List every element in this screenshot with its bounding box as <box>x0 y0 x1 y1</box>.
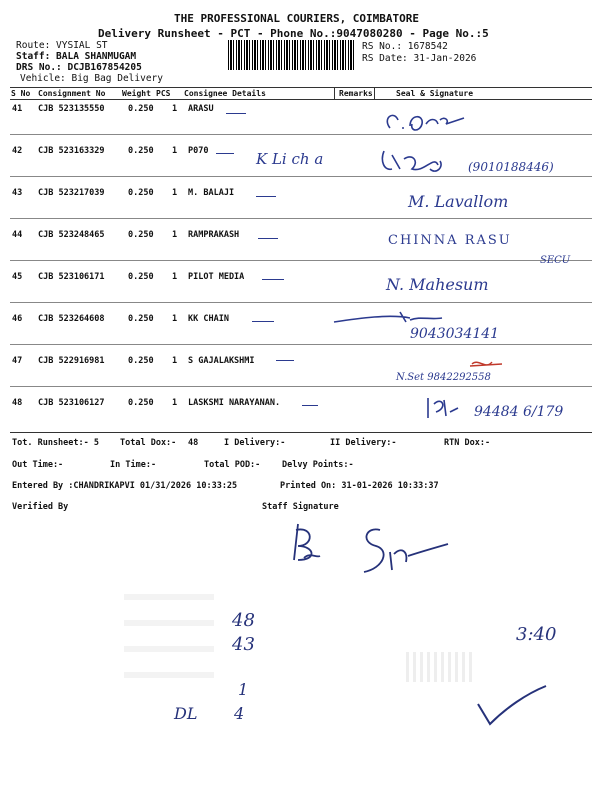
signature-row-46 <box>330 308 450 328</box>
row-consignee: P070 <box>188 146 209 156</box>
col-weight: Weight <box>122 89 151 98</box>
vehicle: Vehicle: Big Bag Delivery <box>20 73 163 84</box>
row-sno: 43 <box>12 188 23 198</box>
ii-delivery: II Delivery:- <box>330 438 397 448</box>
row-44-tag: SECU <box>540 255 571 266</box>
row-weight: 0.250 <box>128 356 154 366</box>
row-pcs: 1 <box>172 146 178 156</box>
staff-signature-label: Staff Signature <box>262 502 339 512</box>
row-sno: 41 <box>12 104 23 114</box>
row-consignment: CJB 523106127 <box>38 398 105 408</box>
col-remarks: Remarks <box>339 89 373 98</box>
entered-by: Entered By :CHANDRIKAPVI 01/31/2026 10:33:25 <box>12 481 238 491</box>
rs-date: RS Date: 31-Jan-2026 <box>362 53 477 64</box>
delvy-points: Delvy Points:- <box>282 460 354 470</box>
row-pcs: 1 <box>172 104 178 114</box>
rtn-dox: RTN Dox:- <box>444 438 491 448</box>
remarks-divider-left <box>334 87 335 99</box>
tot-runsheet: Tot. Runsheet:- 5 <box>12 438 99 448</box>
pen-dash <box>276 360 294 361</box>
row-pcs: 1 <box>172 188 178 198</box>
tally-43: 43 <box>232 634 255 655</box>
row-pcs: 1 <box>172 314 178 324</box>
row-consignment: CJB 523163329 <box>38 146 105 156</box>
row-sno: 46 <box>12 314 23 324</box>
row-46-phone: 9043034141 <box>410 326 500 342</box>
table-header-border <box>10 99 592 100</box>
staff-signature-mark-1 <box>284 520 324 570</box>
pen-dash <box>252 321 274 322</box>
tally-4: 4 <box>234 704 245 723</box>
faint-stamp-right <box>406 652 476 682</box>
row-sno: 47 <box>12 356 23 366</box>
row-weight: 0.250 <box>128 398 154 408</box>
row-consignee: ARASU <box>188 104 214 114</box>
col-consignment: Consignment No <box>38 89 106 98</box>
row-45-signature: N. Mahesum <box>386 275 489 294</box>
row-43-signature: M. Lavallom <box>408 192 509 211</box>
pen-dash <box>302 405 318 406</box>
total-dox-label: Total Dox:- <box>120 438 177 448</box>
row-weight: 0.250 <box>128 272 154 282</box>
row-44-signature: CHINNA RASU <box>388 233 512 248</box>
verified-by: Verified By <box>12 502 69 512</box>
col-consignee: Consignee Details <box>184 89 266 98</box>
signature-row-42 <box>378 145 458 177</box>
faint-stamp <box>124 588 214 678</box>
row-48-note: 94484 6/179 <box>474 404 564 420</box>
row-sno: 45 <box>12 272 23 282</box>
pen-dash <box>262 279 284 280</box>
row-consignee: LASKSMI NARAYANAN. <box>188 398 281 408</box>
row-pcs: 1 <box>172 356 178 366</box>
row-consignee: M. BALAJI <box>188 188 235 198</box>
col-sno: S No <box>11 89 31 98</box>
tally-48: 48 <box>232 610 255 631</box>
total-dox-value: 48 <box>188 438 199 448</box>
row-sno: 42 <box>12 146 23 156</box>
row-sno: 48 <box>12 398 23 408</box>
row-consignment: CJB 523135550 <box>38 104 105 114</box>
row-consignment: CJB 523217039 <box>38 188 105 198</box>
col-seal: Seal & Signature <box>396 89 474 98</box>
company-name: THE PROFESSIONAL COURIERS, COIMBATORE <box>174 12 420 25</box>
signature-row-48 <box>422 394 462 422</box>
row-pcs: 1 <box>172 272 178 282</box>
printed-on: Printed On: 31-01-2026 10:33:37 <box>280 481 439 491</box>
row-consignee: RAMPRAKASH <box>188 230 240 240</box>
handwritten-time: 3:40 <box>516 624 557 645</box>
row-separator <box>10 386 592 387</box>
out-time: Out Time:- <box>12 460 64 470</box>
in-time: In Time:- <box>110 460 157 470</box>
signature-row-41 <box>380 108 470 138</box>
row-weight: 0.250 <box>128 230 154 240</box>
row-separator <box>10 302 592 303</box>
row-pcs: 1 <box>172 398 178 408</box>
row-weight: 0.250 <box>128 188 154 198</box>
row-separator <box>10 260 592 261</box>
row-weight: 0.250 <box>128 146 154 156</box>
pen-dash <box>256 196 276 197</box>
row-sno: 44 <box>12 230 23 240</box>
table-top-border <box>10 87 592 88</box>
table-bottom-border <box>10 432 592 433</box>
rs-number: RS No.: 1678542 <box>362 41 448 52</box>
col-pcs: PCS <box>156 89 171 98</box>
tally-1: 1 <box>238 680 249 699</box>
route: Route: VYSIAL ST <box>16 40 108 51</box>
row-47-note: N.Set 9842292558 <box>396 372 491 383</box>
row-consignment: CJB 523248465 <box>38 230 105 240</box>
staff: Staff: BALA SHANMUGAM <box>16 51 137 62</box>
row-weight: 0.250 <box>128 314 154 324</box>
pen-dash <box>216 153 234 154</box>
row-consignment: CJB 523106171 <box>38 272 105 282</box>
row-consignee: S GAJALAKSHMI <box>188 356 255 366</box>
row-pcs: 1 <box>172 230 178 240</box>
row-consignee: PILOT MEDIA <box>188 272 245 282</box>
barcode <box>228 40 354 70</box>
row-separator <box>10 176 592 177</box>
tally-dl: DL <box>174 704 198 723</box>
row-separator <box>10 134 592 135</box>
check-mark <box>470 682 550 732</box>
remarks-divider-right <box>374 87 375 99</box>
pen-dash <box>258 238 278 239</box>
row-consignment: CJB 523264608 <box>38 314 105 324</box>
drs-number: DRS No.: DCJB167854205 <box>16 62 142 73</box>
runsheet-title: Delivery Runsheet - PCT - Phone No.:9047080280 - Page No.:5 <box>98 27 489 40</box>
struck-mark-row-47 <box>466 356 506 372</box>
i-delivery: I Delivery:- <box>224 438 286 448</box>
row-42-remark: K Li ch a <box>256 150 324 168</box>
row-42-phone: (9010188446) <box>468 160 554 174</box>
row-weight: 0.250 <box>128 104 154 114</box>
row-separator <box>10 218 592 219</box>
total-pod: Total POD:- <box>204 460 261 470</box>
pen-dash <box>226 113 246 114</box>
row-separator <box>10 344 592 345</box>
row-consignment: CJB 522916981 <box>38 356 105 366</box>
row-consignee: KK CHAIN <box>188 314 229 324</box>
staff-signature-mark-2 <box>350 522 450 578</box>
